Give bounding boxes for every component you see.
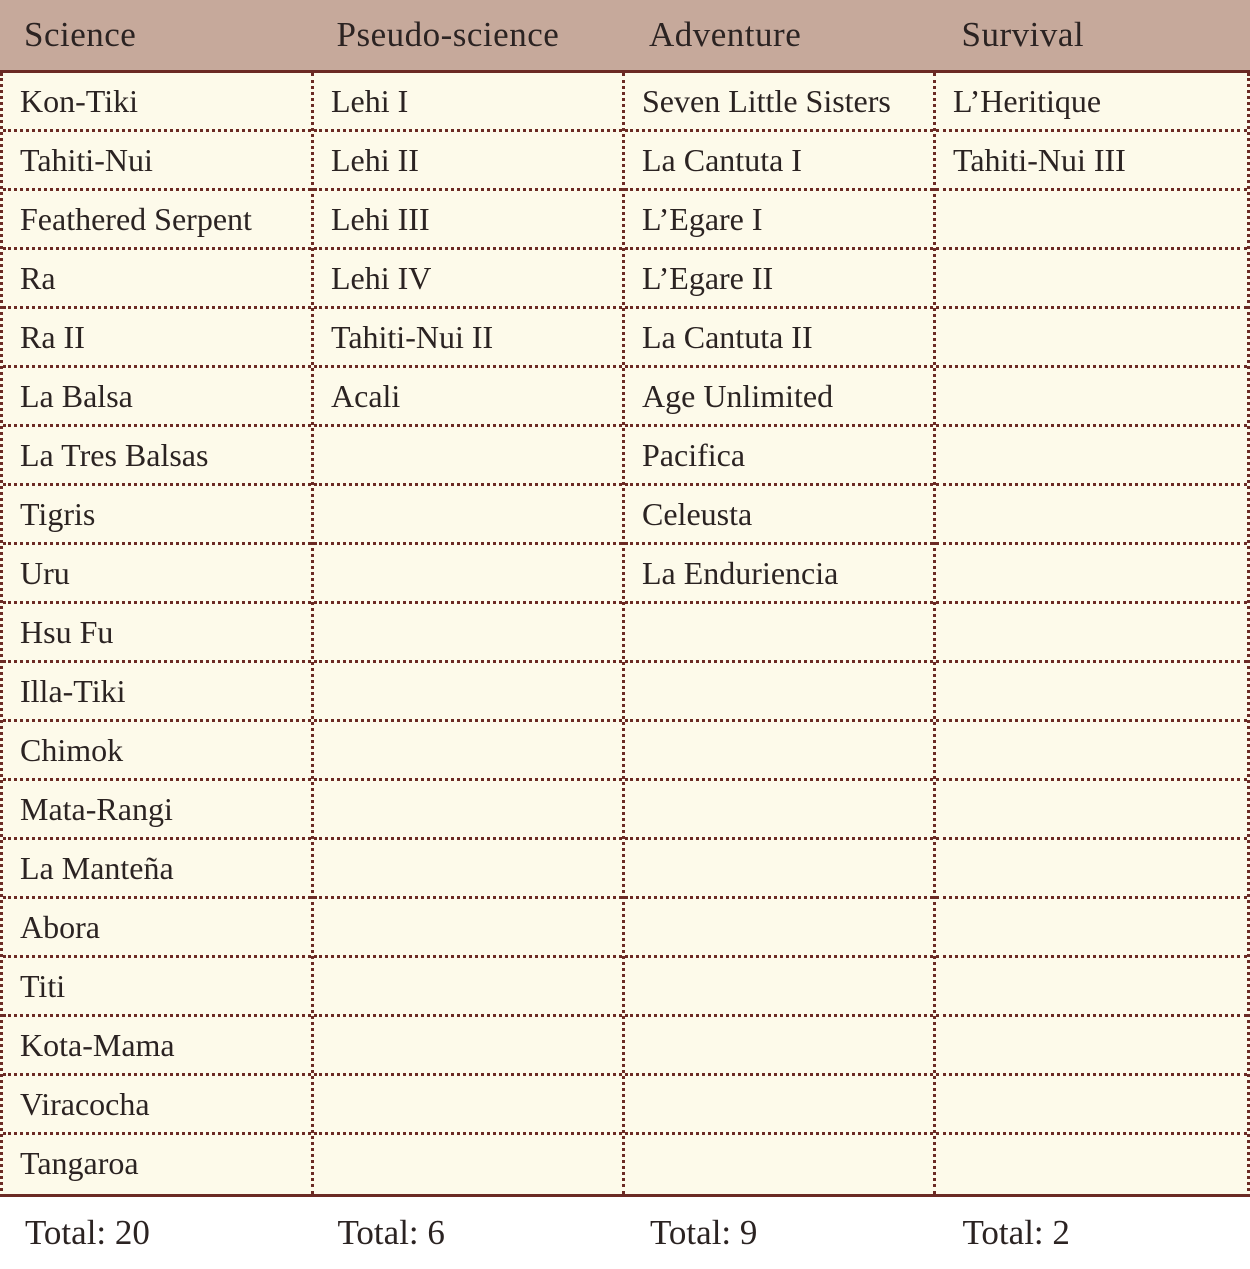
table-cell: [625, 958, 933, 1017]
table-cell: [936, 604, 1247, 663]
table-cell: [314, 663, 622, 722]
table-cell: La Manteña: [3, 840, 311, 899]
table-cell: Feathered Serpent: [3, 191, 311, 250]
table-cell: Kon-Tiki: [3, 73, 311, 132]
table-cell: [314, 1076, 622, 1135]
table-cell: [936, 427, 1247, 486]
header-adventure: Adventure: [625, 0, 938, 70]
table-cell: L’Egare I: [625, 191, 933, 250]
table-cell: Hsu Fu: [3, 604, 311, 663]
table-cell: [936, 722, 1247, 781]
column-science: [3, 73, 314, 1194]
table-cell: Mata-Rangi: [3, 781, 311, 840]
total-science: Total: 20: [0, 1197, 313, 1269]
table-cell: Lehi IV: [314, 250, 622, 309]
total-adventure: Total: 9: [625, 1197, 938, 1269]
table-cell: [936, 250, 1247, 309]
table-cell: [936, 191, 1247, 250]
table-cell: [314, 840, 622, 899]
table-cell: [625, 899, 933, 958]
column-pseudo-science: [314, 73, 625, 1194]
table-cell: La Tres Balsas: [3, 427, 311, 486]
table-cell: [314, 958, 622, 1017]
header-survival: Survival: [938, 0, 1250, 70]
table-cell: [625, 722, 933, 781]
table-cell: Ra II: [3, 309, 311, 368]
table-cell: Acali: [314, 368, 622, 427]
table-cell: Age Unlimited: [625, 368, 933, 427]
header-pseudo-science: Pseudo-science: [313, 0, 626, 70]
total-pseudo-science: Total: 6: [313, 1197, 626, 1269]
table-cell: [936, 368, 1247, 427]
table-cell: Illa-Tiki: [3, 663, 311, 722]
column-adventure: [625, 73, 936, 1194]
table-cell: La Balsa: [3, 368, 311, 427]
table-cell: [936, 486, 1247, 545]
table-cell: Tigris: [3, 486, 311, 545]
table-cell: [314, 899, 622, 958]
table-cell: [936, 840, 1247, 899]
table-cell: L’Egare II: [625, 250, 933, 309]
table-cell: Seven Little Sisters: [625, 73, 933, 132]
table-cell: L’Heritique: [936, 73, 1247, 132]
table-cell: Titi: [3, 958, 311, 1017]
table-cell: [625, 604, 933, 663]
table-cell: Chimok: [3, 722, 311, 781]
table-cell: La Enduriencia: [625, 545, 933, 604]
table-cell: Ra: [3, 250, 311, 309]
table-cell: [936, 958, 1247, 1017]
table-cell: [314, 545, 622, 604]
table-cell: Tahiti-Nui II: [314, 309, 622, 368]
header-science: Science: [0, 0, 313, 70]
table-cell: [314, 486, 622, 545]
table-cell: [625, 1135, 933, 1194]
table-cell: [936, 899, 1247, 958]
table-cell: [936, 781, 1247, 840]
table-cell: [936, 1017, 1247, 1076]
table-cell: Tahiti-Nui: [3, 132, 311, 191]
table-cell: Pacifica: [625, 427, 933, 486]
table-cell: Viracocha: [3, 1076, 311, 1135]
table-cell: [625, 1076, 933, 1135]
table-cell: La Cantuta II: [625, 309, 933, 368]
table-cell: [314, 722, 622, 781]
table-cell: [936, 545, 1247, 604]
table-cell: Lehi II: [314, 132, 622, 191]
table-cell: [314, 1135, 622, 1194]
column-survival: [936, 73, 1247, 1194]
table-cell: Tangaroa: [3, 1135, 311, 1194]
table-cell: [314, 427, 622, 486]
table-cell: Tahiti-Nui III: [936, 132, 1247, 191]
table-header-row: [0, 0, 1250, 73]
table-cell: [625, 663, 933, 722]
totals-row: [0, 1197, 1250, 1269]
table-cell: Abora: [3, 899, 311, 958]
table-cell: La Cantuta I: [625, 132, 933, 191]
table-cell: Lehi I: [314, 73, 622, 132]
table-cell: [314, 781, 622, 840]
table-cell: [314, 1017, 622, 1076]
total-survival: Total: 2: [938, 1197, 1250, 1269]
table-cell: [625, 1017, 933, 1076]
table-cell: Celeusta: [625, 486, 933, 545]
table-cell: [625, 781, 933, 840]
table-cell: [936, 1135, 1247, 1194]
table-cell: Uru: [3, 545, 311, 604]
table-cell: [625, 840, 933, 899]
table-cell: [936, 1076, 1247, 1135]
table-cell: Kota-Mama: [3, 1017, 311, 1076]
table-cell: Lehi III: [314, 191, 622, 250]
table-body: [0, 73, 1250, 1197]
table-cell: [936, 663, 1247, 722]
table-cell: [314, 604, 622, 663]
table-cell: [936, 309, 1247, 368]
